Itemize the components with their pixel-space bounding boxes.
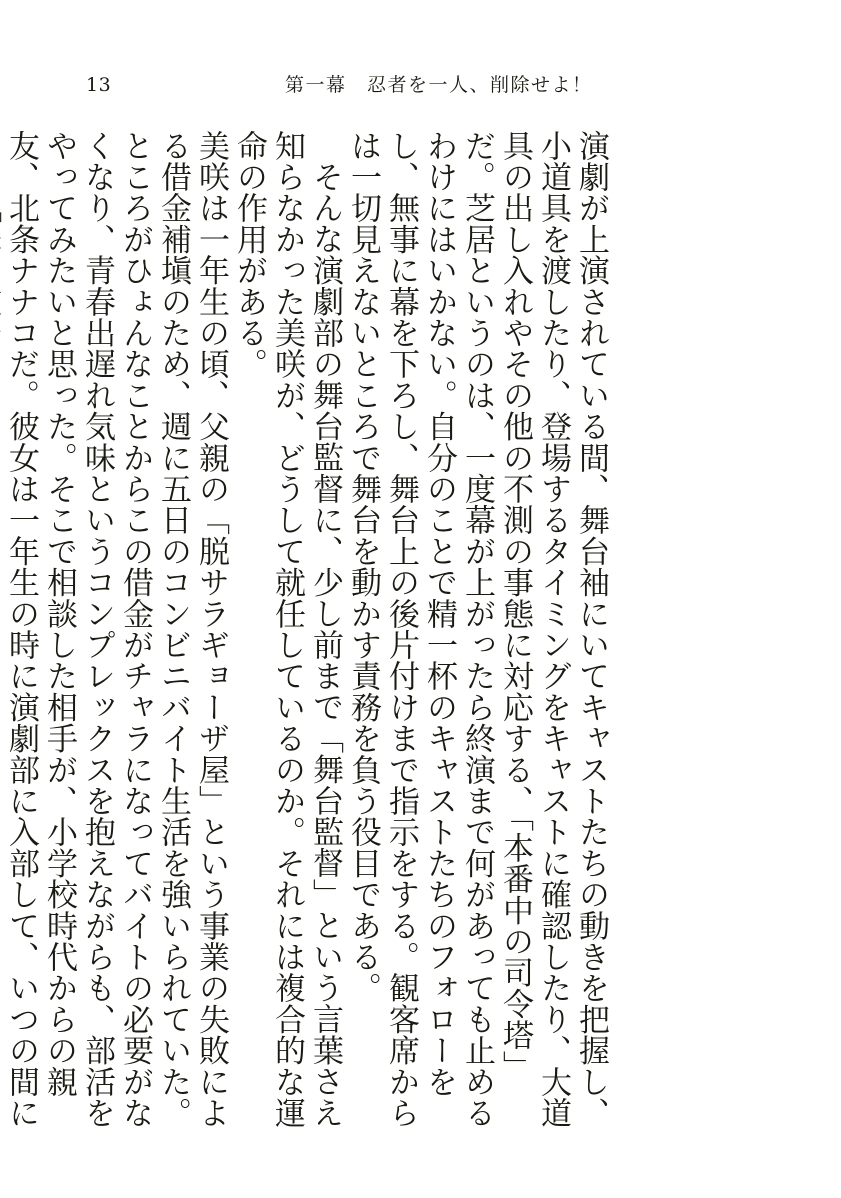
paragraph: そんな演劇部の舞台監督に、少し前まで「舞台監督」という言葉さえ知らなかった美咲が、どうして就任しているのか。それには複合的な運命の作用がある。 xyxy=(231,130,343,1129)
paragraph: 美咲は一年生の頃、父親の「脱サラギョーザ屋」という事業の失敗による借金補塡のため、週に五日のコンビニバイト生活を強いられていた。ところがひょんなことからこの借金がチャラになってバイトの必要がなくなり、青春出遅れ気味というコンプレックスを抱えながらも、部活をやってみたいと思った。そこで相談した相手が、小学校時代からの親友、北条ナナコだ。彼女は一年生の時に演劇部に入部して、いつの間に xyxy=(3,130,229,1129)
paragraph: 演劇が上演されている間、舞台袖にいてキャストたちの動きを把握し、小道具を渡したり、登場するタイミングをキャストに確認したり、大道具の出し入れやその他の不測の事態に対応する、「本番中の司令塔」だ。芝居というのは、一度幕が上がったら終演まで何があっても止めるわけにはいかない。自分のことで精一杯のキャストたちのフォローをし、無事に幕を下ろし、舞台上の後片付けまで指示をする。観客席からは一切見えないところで舞台を動かす責務を負う役目である。 xyxy=(345,130,609,1129)
running-header: 第一幕 忍者を一人、削除せよ！ xyxy=(285,74,593,96)
body-text xyxy=(3,130,610,1130)
page-number: 13 xyxy=(86,74,112,96)
